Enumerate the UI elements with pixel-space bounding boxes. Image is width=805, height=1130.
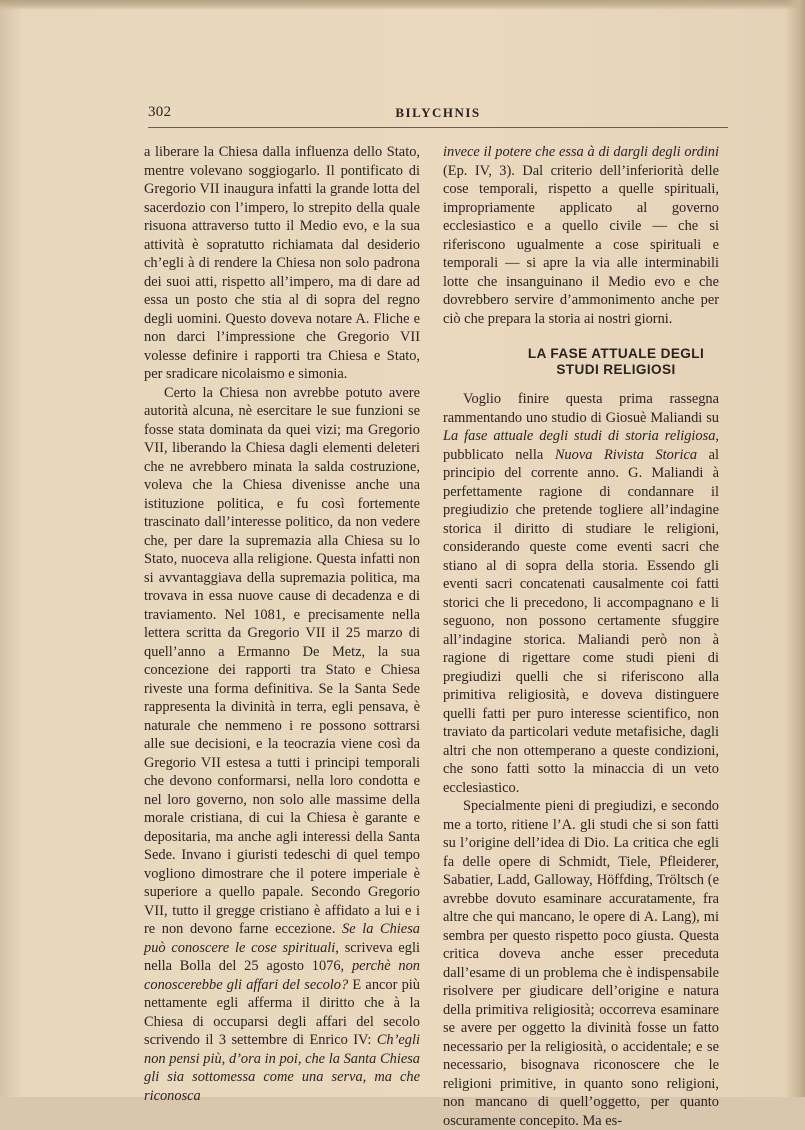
page-edge-shadow xyxy=(785,0,805,1097)
italic-title: La fase attuale degli studi di storia religiosa, xyxy=(443,428,719,444)
paragraph-text: pubblicato nella xyxy=(443,446,544,463)
page-number: 302 xyxy=(148,104,172,120)
paragraph-text: (Ep. IV, 3). Dal criterio dell’inferiorità delle cose temporali, rispetto a quelle spirituali, impropriamente applicato al governo ecclesiastico e a quello civile — che si riferiscono ugualmente a cose spirituali e temporali — si apre la via alle interminabili lotte che insanguinano il Medio evo e che dovrebbero servire d’ammonimento anche per ciò che prepara la storia ai nostri giorni. xyxy=(443,162,719,327)
italic-title: Nuova Rivista Storica xyxy=(554,446,698,463)
journal-title: BILYCHNIS xyxy=(395,105,481,120)
left-column xyxy=(144,143,420,1105)
paragraph-text: Certo la Chiesa non avrebbe potuto avere autorità alcuna, nè esercitare le sue funzioni se fosse stata dominata da quei vizi; ma Gregorio VII, liberando la Chiesa dagli elementi deleteri che ne avrebbero minata la salda costruzione, voleva che la Chiesa divenisse anche una istituzione politica, e fu così fortemente trascinato dall’interesse politico, da non vedere che, per dare la supremazia alla Chiesa su lo Stato, nuoceva alla religione. Questa infatti non si avvantaggiava della supremazia politica, ma trovava in essa nuove cause di decadenza e di traviamento. Nel 1081, e precisamente nella lettera scritta da Gregorio VII il 25 marzo di quell’anno a Ermanno De Metz, la sua concezione dei rapporti tra Stato e Chiesa riveste una forma definitiva. Se la Santa Sede rappresenta la divinità in terra, egli pensava, è naturale che nemmeno i re possono sottrarsi alle sue decisioni, e la teocrazia viene così da Gregorio VII estesa a tutti i principi temporali che devono conformarsi, nella loro condotta e nel loro governo, non solo alle massime della morale cristiana, di cui la Chiesa è garante e depositaria, ma anche agli interessi della Santa Sede. Invano i giuristi tedeschi di quel tempo vogliono dimostrare che il potere imperiale è superiore a quello papale. Secondo Gregorio VII, tutto il gregge cristiano è affidato a lui e i re non devono farne eccezione. xyxy=(144,384,420,937)
paragraph xyxy=(144,384,420,1106)
paragraph-text: al principio del corrente anno. G. Maliandi à perfettamente ragione di condannare il pregiudizio che pretende togliere all’indagine storica il diritto di studiare le religioni, considerando queste come eventi sacri che stiano al di sopra della storia. Essendo gli eventi sacri concatenati causalmente coi fatti storici che li precedono, li accompagnano e li seguono, non possono certamente sfuggire all’indagine storica. Maliandi però non à ragione di rigettare come studi pieni di pregiudizi quelli che si riferiscono alla primitiva religiosità, e doveva distinguere quelli fatti per puro interesse scientifico, non traviato da particolari vedute metafisiche, dagli altri che non ottemperano a queste condizioni, che sono fatti sotto la minaccia di un veto ecclesiastico. xyxy=(443,446,719,796)
right-column xyxy=(443,143,719,1130)
header-rule xyxy=(148,127,728,128)
running-head xyxy=(148,104,728,124)
paragraph-text: E ancor più nettamente egli afferma il diritto che à la Chiesa di occuparsi degli affari del secolo scrivendo il 3 settembre di Enrico IV: xyxy=(144,976,420,1048)
paragraph xyxy=(443,390,719,797)
paragraph: a liberare la Chiesa dalla influenza dello Stato, mentre volevano soggiogarlo. Il pontificato di Gregorio VII inaugura infatti la grande lotta del sacerdozio con l’impero, lo strepito della quale risuona attraverso tutto il Medio evo, e la sua attività è sopratutto richiamata dal desiderio ch’egli à di rendere la Chiesa non solo padrona dei suoi atti, rispetto all’impero, ma di dare ad essa un posto che stia al di sopra del regno degli uomini. Questo doveva notare A. Fliche e non darci l’impressione che Gregorio VII volesse definire i rapporti tra Chiesa e Stato, per sradicare nicolaismo e simonia. xyxy=(144,144,420,382)
italic-quote: perchè non conoscerebbe gli affari del secolo? xyxy=(144,958,420,993)
italic-quote: Ch’egli non pensi più, d’ora in poi, che la Santa Chiesa gli sia sottomessa come una serva, ma che riconosca xyxy=(144,1032,420,1104)
italic-quote: invece il potere che essa à di dargli degli ordini xyxy=(443,144,719,160)
section-heading: LA FASE ATTUALE DEGLI STUDI RELIGIOSI xyxy=(527,346,705,377)
paragraph: Specialmente pieni di pregiudizi, e secondo me a torto, ritiene l’A. gli studi che si son fatti su l’origine dell’idea di Dio. La critica che egli fa delle opere di Schmidt, Tiele, Pfleiderer, Sabatier, Ladd, Galloway, Höffding, Tröltsch (e avrebbe dovuto esaminare accuratamente, fra altre che qui mancano, le opere di A. Lang), mi sembra per questo rispetto poco giusta. Questa critica doveva anche esser preceduta dall’esame di un problema che è indispensabile risolvere per giudicare dell’origine e natura della primitiva religiosità; occorreva esaminare se avere per oggetto la divinità fosse un fatto necessario per la religiosità, o accidentale; e se necessario, bisognava riconoscere che le religioni primitive, in quanto sono religioni, non mancano di quell’oggetto, per quanto oscuramente concepito. Ma es- xyxy=(443,798,719,1129)
paragraph-text: Voglio finire questa prima rassegna rammentando uno studio di Giosuè Maliandi su xyxy=(443,391,719,426)
paragraph-text: scriveva egli nella Bolla del 25 agosto 1076, xyxy=(144,939,420,974)
paragraph xyxy=(443,143,719,328)
italic-quote: Se la Chiesa può conoscere le cose spirituali, xyxy=(144,921,420,956)
